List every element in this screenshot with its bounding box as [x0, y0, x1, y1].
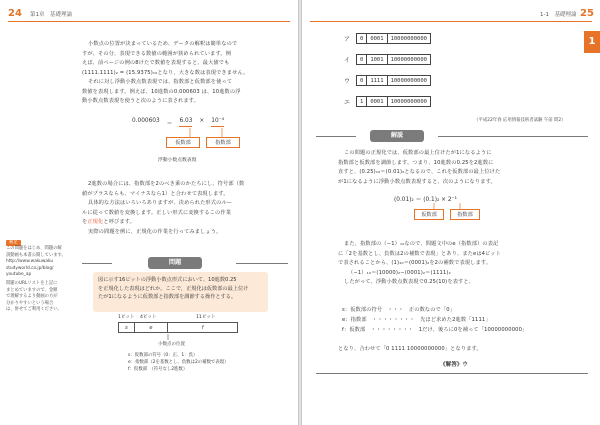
sign-bits: 0 [357, 76, 367, 85]
formula-equals: ＝ [166, 121, 173, 127]
sidenote-url[interactable]: youtube_ap [6, 272, 32, 278]
question-line: 図に示す16ビットの浮動小数点形式において、10進数0.25 [98, 277, 237, 283]
text-line: この問題の正規化では、仮数部の最上位けたが1になるように [344, 150, 492, 156]
sidenote-line: で理解するより動画の方が [6, 294, 58, 300]
normalized-formula: (0.01)₂ ＝ (0.1)₂ × 2⁻¹ [394, 197, 457, 203]
formula-value: 0.000603 [132, 118, 160, 124]
text-line: したがって、浮動小数点数表現で0.25(10)を表すと、 [344, 279, 475, 285]
left-page [0, 0, 298, 425]
sidenote-url[interactable]: http://www.wakuwaku [6, 259, 54, 265]
fraction-bits: 10000000000 [390, 99, 427, 105]
sidenote-line: この問題をはじめ、問題の解 [6, 246, 62, 252]
fraction-bits: 10000000000 [390, 78, 427, 84]
sidenote-tag: 補足 [6, 240, 21, 246]
sidenote-line: 説動画も本書公開しています。 [6, 252, 66, 258]
text-line: で表されることから、(1)₁₀＝(0001)₂を2の補数で表現します。 [338, 260, 492, 266]
bitfield-fraction: f [201, 325, 204, 331]
legend-line: f：仮数部 （符号なし2進数） [128, 367, 188, 372]
text-line: 2進数の場合には、指数部を2のべき乗のかたちにし、符号部（数 [88, 181, 245, 187]
right-page [302, 0, 600, 425]
exponent-bits: 0001 [367, 97, 387, 106]
text-line: ルに従って数値を変換します。正しい形式に変換するこの作業 [82, 209, 232, 216]
text-fragment: と呼びます。 [103, 219, 135, 225]
choice-label: エ [344, 99, 351, 106]
sign-bits: 1 [357, 97, 367, 106]
bitfield-label: 1ビット [118, 315, 135, 320]
sidenote-line: まとめていますので、金額 [6, 287, 58, 293]
explanation-paragraph-2 [338, 240, 590, 288]
choice-label: ウ [344, 78, 351, 85]
text-line: えば、前ページの例の8けたで数値を表現すると、最大値でも [82, 60, 230, 66]
text-line: 具体的な方法はいろいろありますが、決められた形式のルー [88, 200, 233, 206]
result-list [342, 305, 592, 335]
formula-exponent: 10⁻⁴ [211, 118, 224, 127]
exponent-box: 指数部 [206, 137, 240, 148]
mantissa-box: 仮数部 [414, 209, 444, 220]
bitfield-label: 4ビット [140, 315, 157, 320]
text-line: に「2を基数とし、負数は2の補数で表現」とあり、またeは4ビット [338, 250, 501, 257]
text-line: すが、その分、表現できる数値の範囲が狭められています。例 [82, 50, 232, 57]
bitfield-legend [128, 352, 229, 373]
bitfield-exponent: e [135, 323, 168, 332]
sidenote-line: 問題のURLリストを上記に [6, 281, 58, 287]
text-line: （−1）₁₀＝(10000)₂−(0001)₂＝(1111)₂ [348, 269, 451, 276]
result-line: f：仮数部 ・・・・・・・・ 1だけ、後ろに0を補って「10000000000」 [342, 327, 528, 333]
exponent-bits: 1001 [367, 55, 387, 64]
question-source: （平成22年春 応用情報技術者試験 午前 問2） [474, 118, 566, 123]
fraction-bits: 10000000000 [390, 36, 427, 42]
text-line: 小数点の位置が決まっているため、データの解釈は簡単なので [88, 41, 238, 47]
text-line: 動小数点数表現を使うと次のように表されます。 [82, 98, 200, 104]
question-line: たが1になるように仮数部と指数部を調節する操作とする。 [98, 294, 237, 300]
fraction-bits: 10000000000 [390, 57, 427, 63]
text-line: 直すと、(0.25)₁₀＝(0.01)₂となるので、これを仮数部の最上位けた [338, 169, 501, 175]
text-line: 数値を表現します。例えば、10進数の0.000603 は、10進数の浮 [82, 88, 241, 95]
page-number: 25 [580, 8, 594, 19]
text-line: (1111.1111)₂ = (15.9375)₁₀となり、大きな数は表現できません。 [82, 69, 249, 76]
exponent-bits: 1111 [367, 76, 387, 85]
decimal-point-caption: 小数点の位置 [158, 342, 185, 347]
result-line: s：仮数部の符号 ・・・ 正の数なので「0」 [342, 307, 456, 313]
text-line: それに対し浮動小数点数表現では、指数部と仮数部を使って [88, 79, 233, 85]
kaisetsu-heading: 解説 [370, 130, 424, 142]
text-line: 実際の問題を例に、正規化の作業を行ってみましょう。 [88, 228, 222, 235]
text-line: また、指数部の（−1）₁₀なので、問題文中のe（指数部）の表記 [344, 241, 499, 247]
question-line: を正規化した表現はどれか。ここで，正規化は仮数部の最上位け [98, 285, 249, 292]
result-line: e：指数部 ・・・・・・・・ 先ほど求めた2進数「1111」 [342, 317, 491, 323]
mondai-heading: 問題 [148, 257, 202, 269]
sign-bits: 0 [357, 55, 367, 64]
running-header: 1-1 基礎理論 [540, 12, 577, 18]
text-fragment: を [82, 219, 88, 225]
legend-line: s：仮数部の符号（0：正、1：負） [128, 353, 198, 358]
sidenote-line: は、併せてご利用ください。 [6, 307, 62, 313]
running-header: 第1章 基礎理論 [30, 12, 72, 18]
bitfield-sign: s [119, 323, 135, 332]
chapter-tab[interactable]: 1 [584, 31, 600, 53]
conclusion: となり、合わせて「0 1111 10000000000」となります。 [338, 346, 482, 352]
choice-label: ア [344, 36, 351, 43]
formula-mantissa: 6.03 [179, 118, 192, 127]
exponent-box: 指数部 [450, 209, 480, 220]
text-line: が1になるように浮動小数点数表現すると、次のようになります。 [338, 178, 496, 185]
legend-line: e：指数部（2を基数とし、負数は2の補数で表現） [128, 360, 229, 365]
answer-rule [316, 373, 588, 374]
bitfield-label: 11ビット [196, 315, 216, 320]
mantissa-box: 仮数部 [166, 137, 200, 148]
page-number: 24 [8, 8, 22, 19]
formula-times: × [199, 118, 205, 124]
sidenote-url[interactable]: studyworld.co.jp/blog/ [6, 265, 54, 271]
exponent-bits: 0001 [367, 34, 387, 43]
sidenote-line: 分かりやすいという場合 [6, 300, 54, 306]
choice-label: イ [344, 57, 351, 64]
formula-caption: 浮動小数点数表現 [158, 158, 197, 163]
highlight-term: 正規化 [87, 219, 104, 225]
answer: 《解答》ウ [440, 362, 468, 368]
text-line: 値がプラスならも、マイナスなら1）と合わせて表現します。 [82, 190, 229, 197]
sign-bits: 0 [357, 34, 367, 43]
text-line: 指数部と仮数部を調節します。つまり、10進数の0.25を2進数に [338, 159, 494, 166]
